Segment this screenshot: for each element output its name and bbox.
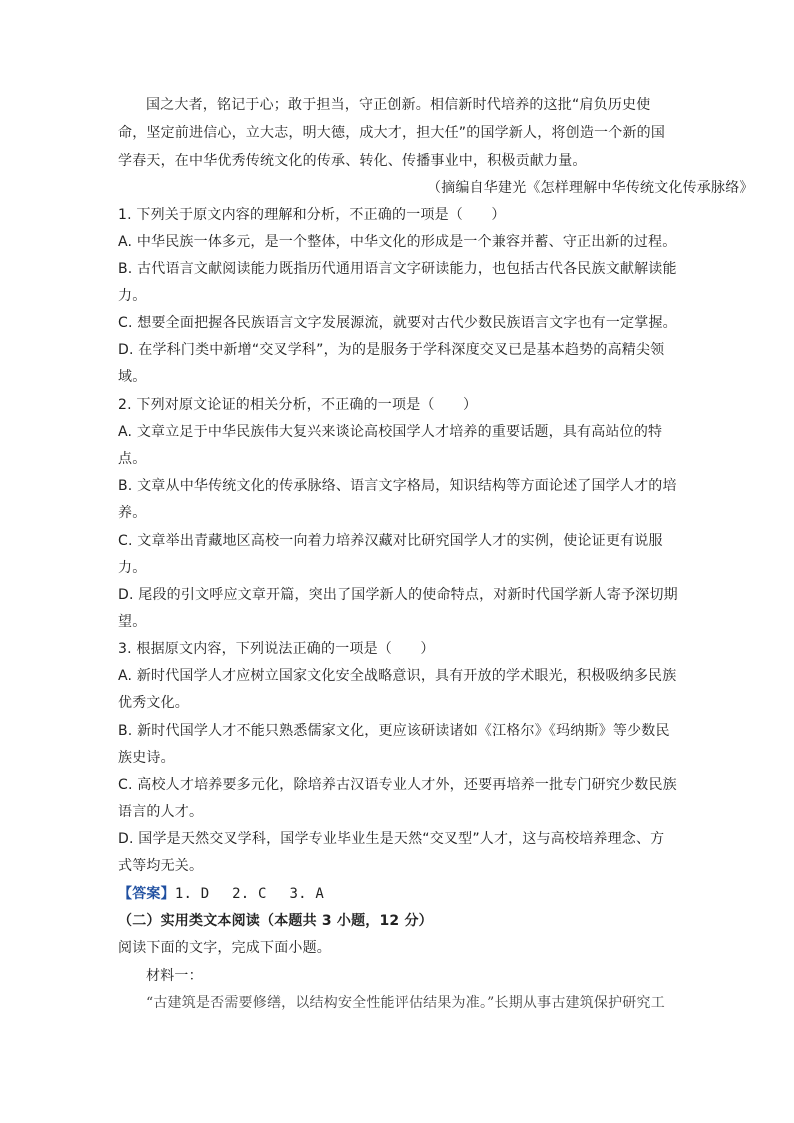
passage-line: 命，坚定前进信心，立大志，明大德，成大才，担大任”的国学新人，将创造一个新的国 [118,125,666,141]
question-2-option-a-cont: 点。 [118,451,147,467]
passage-line: 国之大者，铭记于心；敢于担当，守正创新。相信新时代培养的这批“肩负历史使 [146,97,651,113]
question-2-option-b-cont: 养。 [118,505,147,521]
question-3-stem: 3. 根据原文内容，下列说法正确的一项是（ ） [118,641,435,657]
question-1-option-c: C. 想要全面把握各民族语言文字发展源流，就要对古代少数民族语言文字也有一定掌握。 [118,315,677,331]
question-2-option-c-cont: 力。 [118,560,147,576]
question-2-option-d: D. 尾段的引文呼应文章开篇，突出了国学新人的使命特点，对新时代国学新人寄予深切期 [118,587,678,603]
answer-line [118,884,324,904]
section-heading: （二）实用类文本阅读（本题共 3 小题，12 分） [118,913,433,929]
question-2-option-d-cont: 望。 [118,614,147,630]
question-3-option-a: A. 新时代国学人才应树立国家文化安全战略意识，具有开放的学术眼光，积极吸纳多民族 [118,668,677,684]
question-3-option-b: B. 新时代国学人才不能只熟悉儒家文化，更应该研读诸如《江格尔》《玛纳斯》等少数民 [118,723,670,739]
question-3-option-a-cont: 优秀文化。 [118,695,189,711]
question-1-option-b-cont: 力。 [118,288,147,304]
material-label: 材料一： [146,968,203,984]
material-text: “古建筑是否需要修缮，以结构安全性能评估结果为准。”长期从事古建筑保护研究工 [146,995,665,1011]
question-1-stem: 1. 下列关于原文内容的理解和分析，不正确的一项是（ ） [118,207,506,223]
question-1-option-d: D. 在学科门类中新增“交叉学科”，为的是服务于学科深度交叉已是基本趋势的高精尖领 [118,342,665,358]
section-instruction: 阅读下面的文字，完成下面小题。 [118,940,331,956]
question-3-option-c: C. 高校人才培养要多元化，除培养古汉语专业人才外，还要再培养一批专门研究少数民族 [118,777,677,793]
question-2-stem: 2. 下列对原文论证的相关分析，不正确的一项是（ ） [118,397,478,413]
question-1-option-b: B. 古代语言文献阅读能力既指历代通用语言文字研读能力，也包括古代各民族文献解读能 [118,261,677,277]
answer-values: 1. D 2. C 3. A [174,886,325,902]
question-3-option-b-cont: 族史诗。 [118,750,175,766]
question-2-option-a: A. 文章立足于中华民族伟大复兴来谈论高校国学人才培养的重要话题，具有高站位的特 [118,424,663,440]
passage-source: （摘编自华建光《怎样理解中华传统文化传承脉络》 [427,180,754,196]
question-3-option-d: D. 国学是天然交叉学科，国学专业毕业生是天然“交叉型”人才，这与高校培养理念、方 [118,831,665,847]
question-3-option-c-cont: 语言的人才。 [118,804,204,820]
passage-line: 学春天，在中华优秀传统文化的传承、转化、传播事业中，积极贡献力量。 [118,153,587,169]
question-3-option-d-cont: 式等均无关。 [118,858,204,874]
answer-tag: 【答案】 [118,886,175,902]
question-1-option-d-cont: 域。 [118,369,147,385]
question-2-option-b: B. 文章从中华传统文化的传承脉络、语言文字格局，知识结构等方面论述了国学人才的培 [118,478,677,494]
question-1-option-a: A. 中华民族一体多元，是一个整体，中华文化的形成是一个兼容并蓄、守正出新的过程。 [118,234,677,250]
question-2-option-c: C. 文章举出青藏地区高校一向着力培养汉藏对比研究国学人才的实例，使论证更有说服 [118,533,663,549]
